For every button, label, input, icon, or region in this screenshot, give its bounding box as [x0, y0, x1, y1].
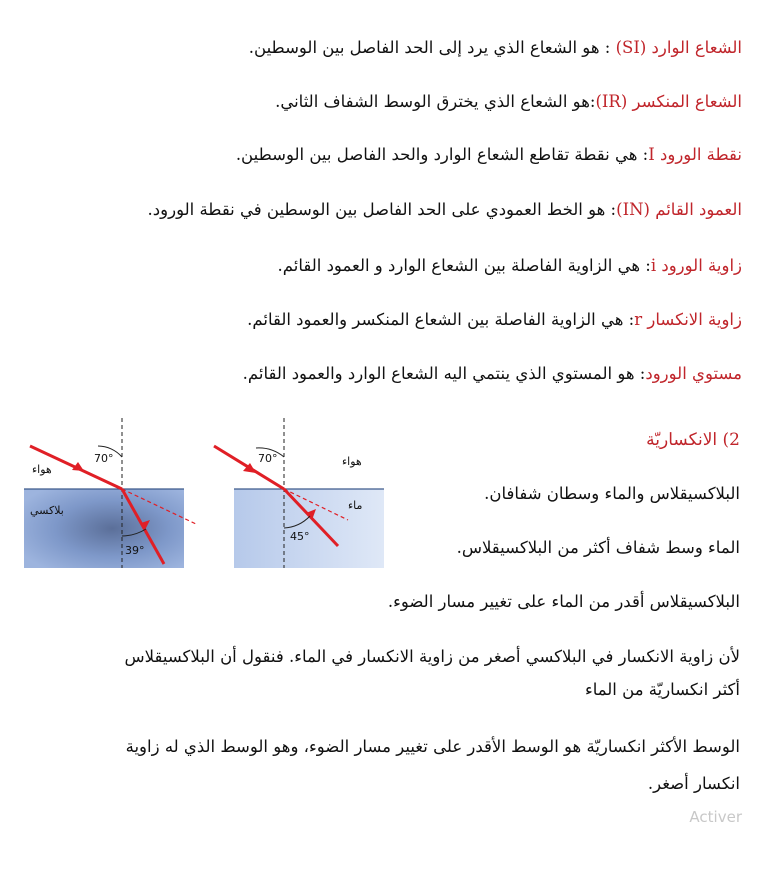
definition-term: الشعاع الوارد (SI): [615, 38, 742, 57]
definition-text: : هو الخط العمودي على الحد الفاصل بين الوسطين في نقطة الورود.: [147, 200, 617, 219]
definition-line: [22, 90, 742, 114]
medium-label: ماء: [348, 499, 363, 512]
section-heading: [646, 428, 740, 452]
definition-line: [22, 362, 742, 386]
medium-label: بلاكسي: [30, 504, 64, 517]
definition-term: زاوية الانكسار r: [634, 310, 742, 329]
definition-line: [22, 36, 742, 60]
definition-text: : هي الزاوية الفاصلة بين الشعاع المنكسر والعمود القائم.: [247, 310, 635, 329]
statement: أكثر انكساريّة من الماء: [584, 680, 740, 699]
statement: الوسط الأكثر انكساريّة هو الوسط الأقدر على تغيير مسار الضوء، وهو الوسط الذي له زاوية: [125, 737, 740, 756]
definition-term: العمود القائم (IN): [616, 200, 742, 219]
definition-text: : هي نقطة تقاطع الشعاع الوارد والحد الفاصل بين الوسطين.: [235, 145, 649, 164]
incidence-angle-label: 70°: [258, 452, 278, 465]
definition-line: [22, 143, 742, 167]
section-number: 2): [722, 430, 740, 450]
definition-text: : هو الشعاع الذي يرد إلى الحد الفاصل بين الوسطين.: [248, 38, 616, 57]
incidence-angle-label: 70°: [94, 452, 114, 465]
statement: لأن زاوية الانكسار في البلاكسي أصغر من زاوية الانكسار في الماء. فنقول أن البلاكسيقلاس: [124, 647, 740, 666]
air-label: هواء: [342, 455, 362, 468]
definition-text: : هو المستوي الذي ينتمي اليه الشعاع الوارد والعمود القائم.: [242, 364, 646, 383]
definition-text: :هو الشعاع الذي يخترق الوسط الشفاف الثاني.: [275, 92, 596, 111]
refraction-figure-water: [212, 416, 392, 570]
watermark-text: Activer: [689, 808, 742, 826]
refraction-angle-label: 39°: [125, 544, 145, 557]
definition-term: الشعاع المنكسر (IR): [595, 92, 742, 111]
definition-line: [22, 254, 742, 278]
definition-text: : هي الزاوية الفاصلة بين الشعاع الوارد و العمود القائم.: [277, 256, 651, 275]
statement: البلاكسيقلاس أقدر من الماء على تغيير مسار الضوء.: [387, 592, 740, 611]
statement: الماء وسط شفاف أكثر من البلاكسيقلاس.: [456, 538, 740, 557]
definition-term: نقطة الورود I: [648, 145, 742, 164]
refraction-angle-label: 45°: [290, 530, 310, 543]
air-label: هواء: [32, 463, 52, 476]
definition-line: [22, 198, 742, 222]
definition-term: زاوية الورود i: [650, 256, 742, 275]
definition-line: [22, 308, 742, 332]
definition-term: مستوي الورود: [645, 364, 742, 383]
statement: البلاكسيقلاس والماء وسطان شفافان.: [484, 484, 740, 503]
statement: انكسار أصغر.: [647, 774, 740, 793]
section-title: الانكساريّة: [646, 430, 718, 450]
refraction-figure-plexiglass: [22, 416, 202, 570]
